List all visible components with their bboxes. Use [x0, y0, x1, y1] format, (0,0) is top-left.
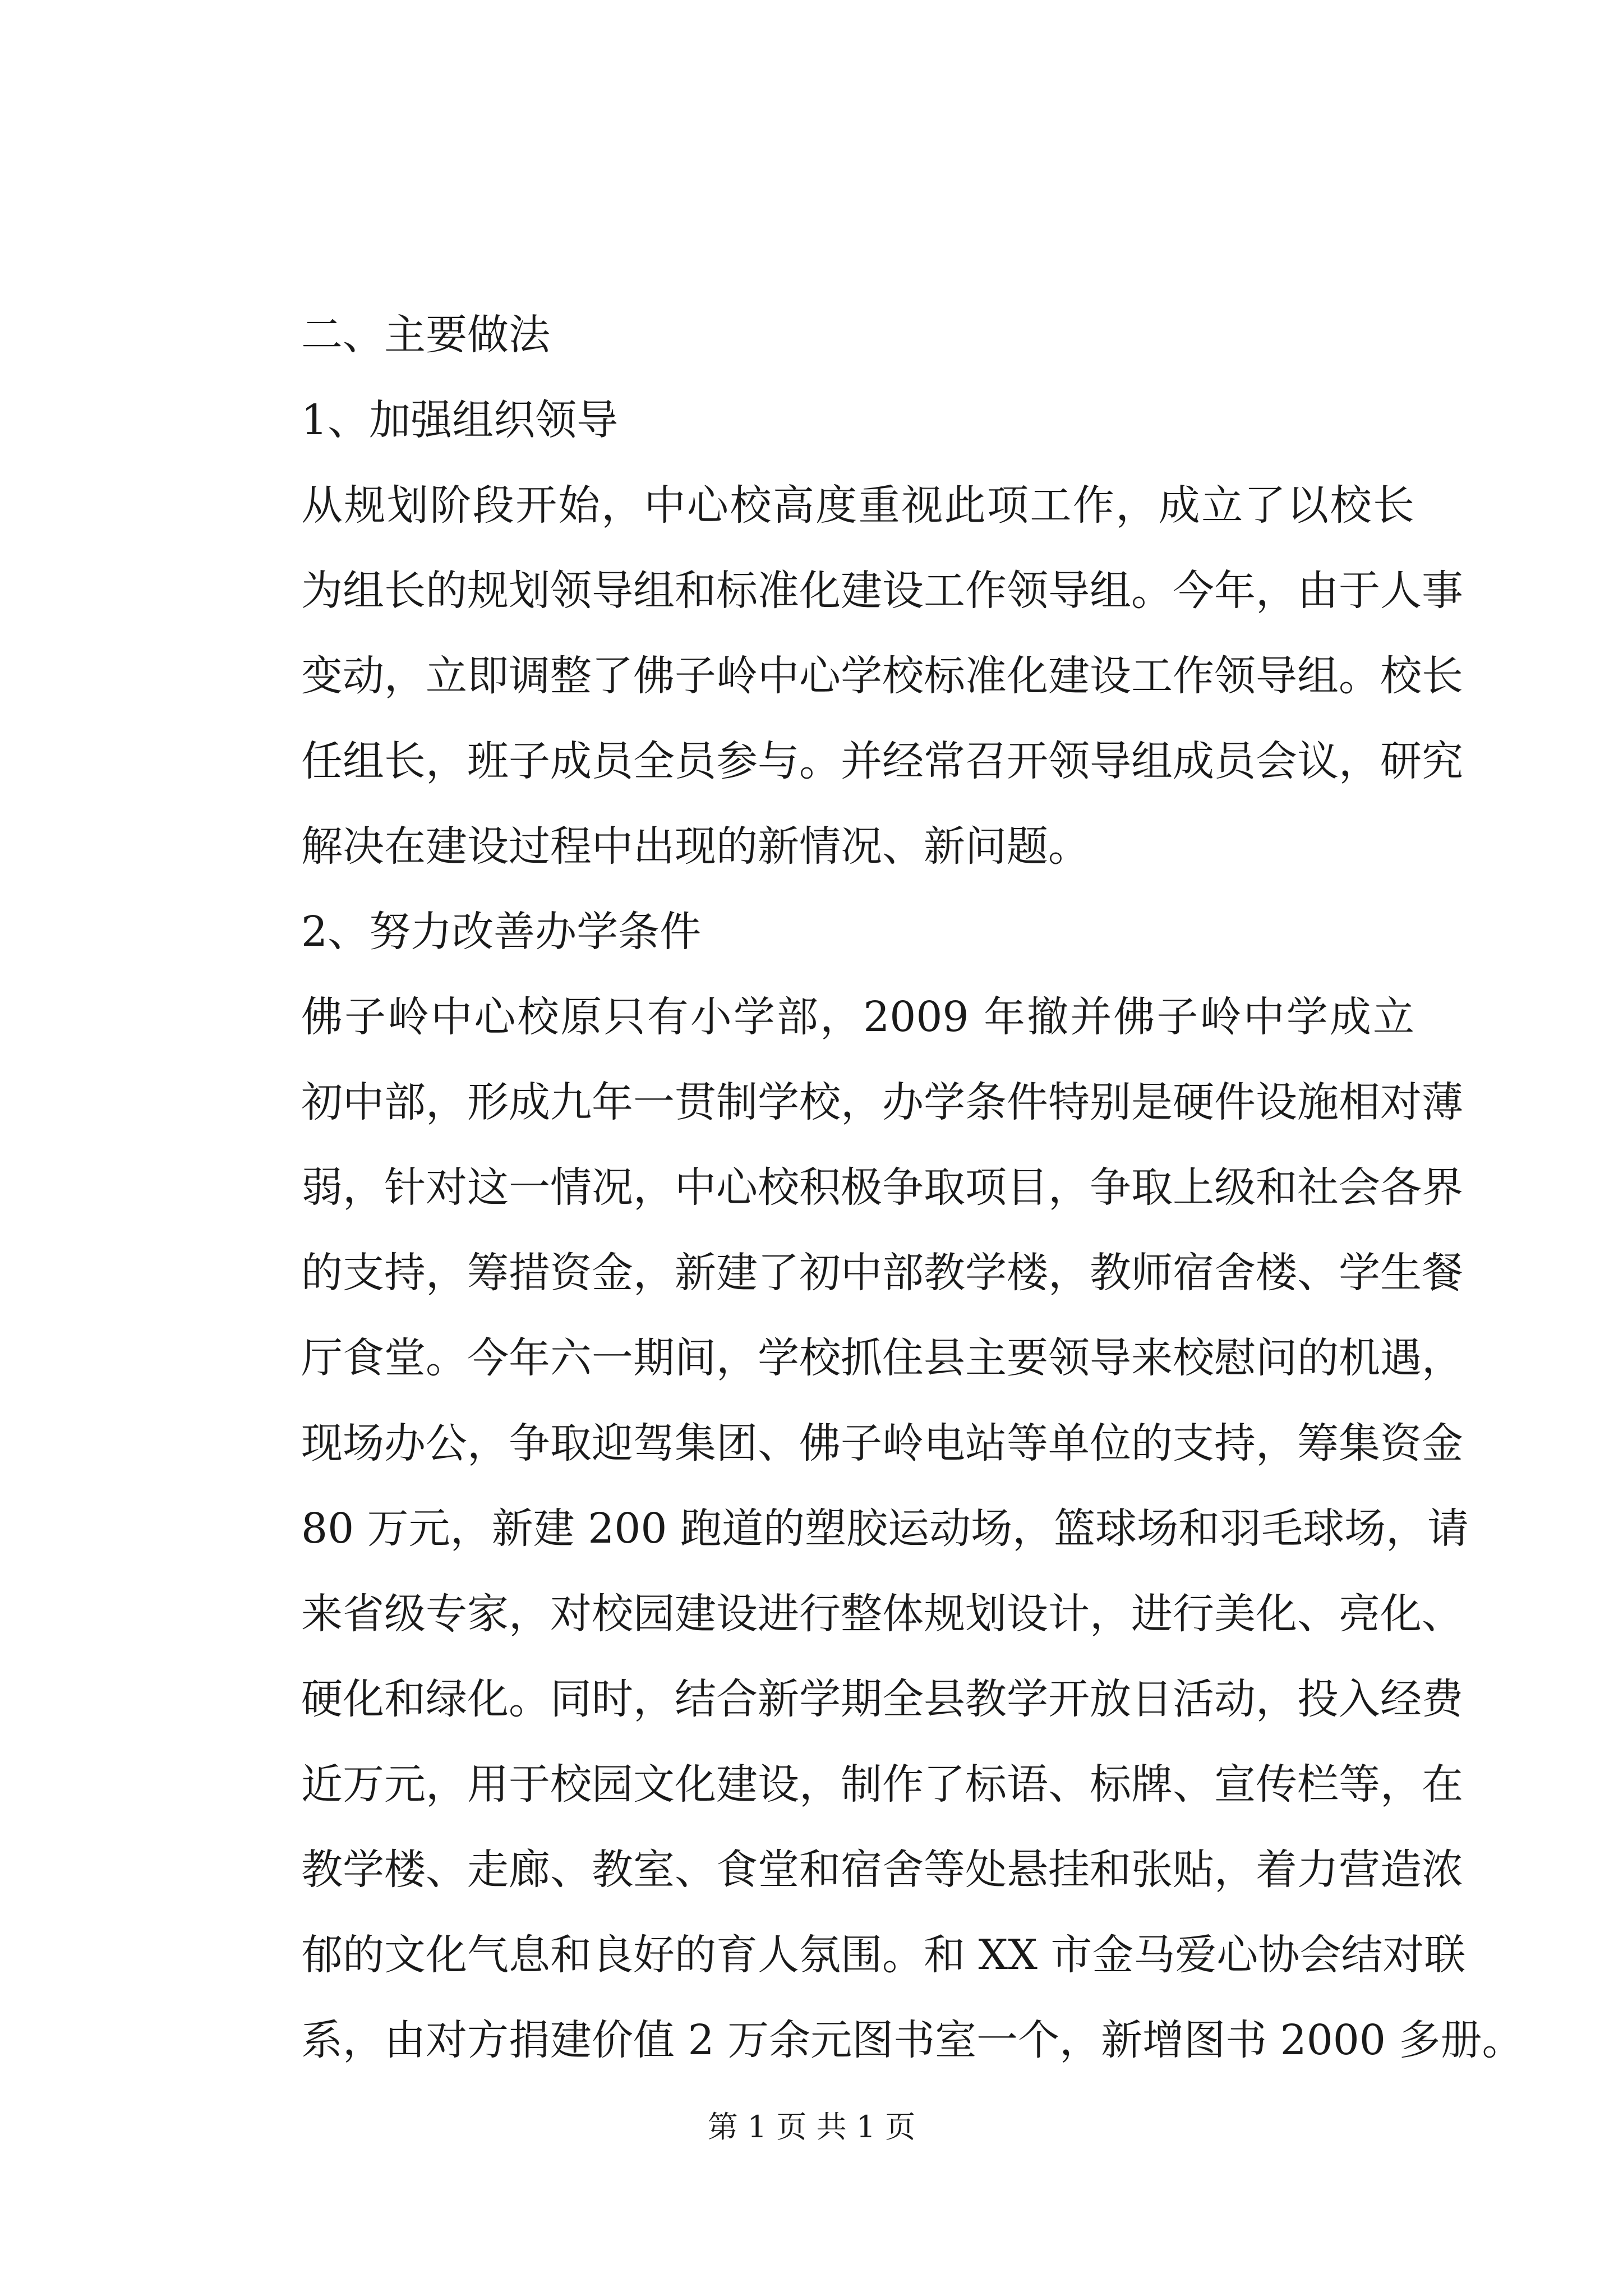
paragraph-2-line-10: 近万元，用于校园文化建设，制作了标语、标牌、宣传栏等，在: [301, 1760, 1463, 1809]
paragraph-2-line-6: 现场办公，争取迎驾集团、佛子岭电站等单位的支持，筹集资金: [301, 1419, 1463, 1467]
section-heading: 二、主要做法: [301, 311, 550, 359]
paragraph-1-line-3: 变动，立即调整了佛子岭中心学校标准化建设工作领导组。校长: [301, 652, 1463, 700]
page-footer: 第 1 页 共 1 页: [707, 2109, 916, 2145]
paragraph-2-line-5: 厅食堂。今年六一期间，学校抓住县主要领导来校慰问的机遇，: [301, 1334, 1463, 1382]
paragraph-2-line-4: 的支持，筹措资金，新建了初中部教学楼，教师宿舍楼、学生餐: [301, 1249, 1463, 1297]
paragraph-1-line-2: 为组长的规划领导组和标准化建设工作领导组。今年，由于人事: [301, 567, 1463, 615]
paragraph-2-line-11: 教学楼、走廊、教室、食堂和宿舍等处悬挂和张贴，着力营造浓: [301, 1846, 1463, 1894]
paragraph-2-line-1: 佛子岭中心校原只有小学部，2009 年撤并佛子岭中学成立: [301, 993, 1414, 1041]
paragraph-2-line-13: 系，由对方捐建价值 2 万余元图书室一个，新增图书 2000 多册。: [301, 2016, 1524, 2064]
subsection-heading-2: 2、努力改善办学条件: [301, 908, 702, 956]
paragraph-1-line-4: 任组长，班子成员全员参与。并经常召开领导组成员会议，研究: [301, 737, 1463, 785]
paragraph-2-line-8: 来省级专家，对校园建设进行整体规划设计，进行美化、亮化、: [301, 1590, 1463, 1638]
paragraph-2-line-7: 80 万元，新建 200 跑道的塑胶运动场，篮球场和羽毛球场，请: [301, 1504, 1469, 1553]
paragraph-2-line-3: 弱，针对这一情况，中心校积极争取项目，争取上级和社会各界: [301, 1163, 1463, 1212]
paragraph-1-line-1: 从规划阶段开始，中心校高度重视此项工作，成立了以校长: [301, 481, 1414, 530]
paragraph-2-line-12: 郁的文化气息和良好的育人氛围。和 XX 市金马爱心协会结对联: [301, 1931, 1466, 1979]
paragraph-2-line-2: 初中部，形成九年一贯制学校，办学条件特别是硬件设施相对薄: [301, 1078, 1463, 1126]
subsection-heading-1: 1、加强组织领导: [301, 396, 619, 444]
paragraph-2-line-9: 硬化和绿化。同时，结合新学期全县教学开放日活动，投入经费: [301, 1675, 1463, 1723]
paragraph-1-line-5: 解决在建设过程中出现的新情况、新问题。: [301, 822, 1090, 871]
